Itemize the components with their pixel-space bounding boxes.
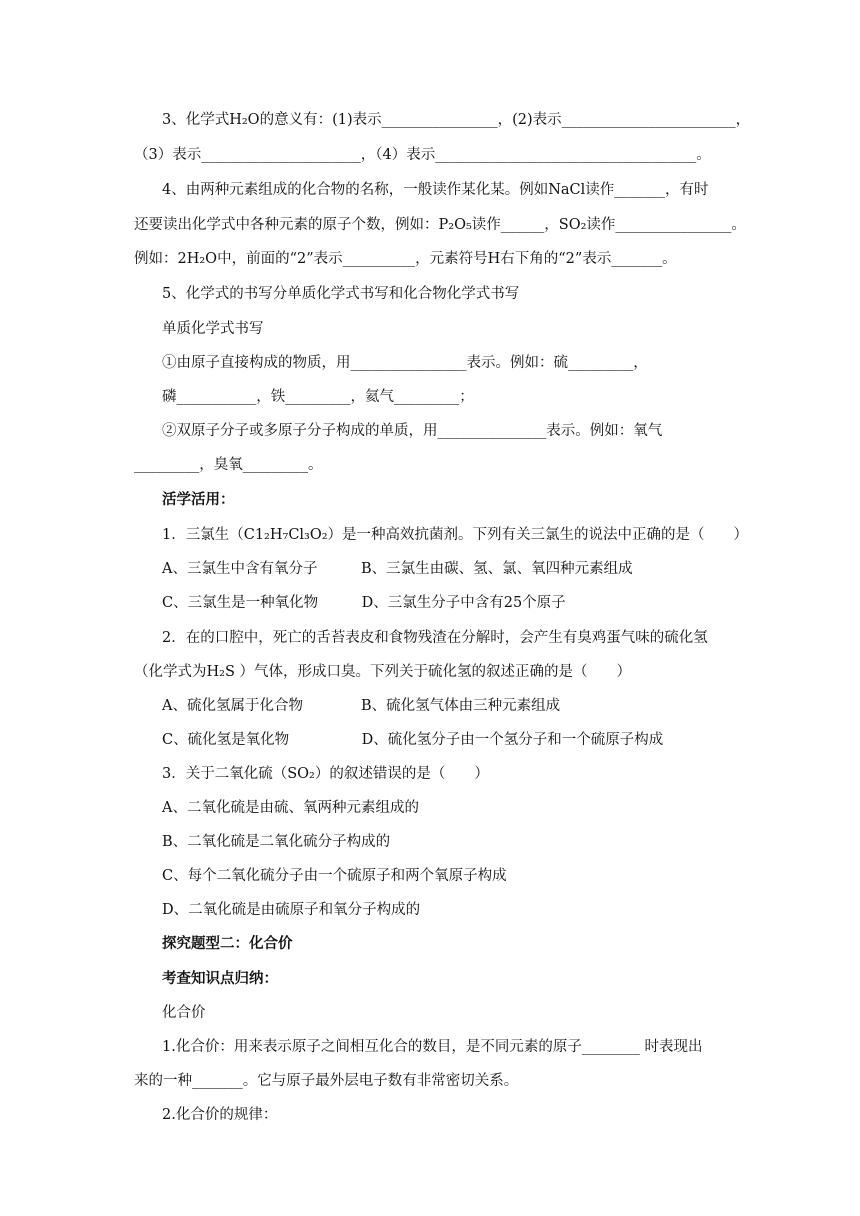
- question-2-options-cd: C、硫化氢是氧化物 D、硫化氢分子由一个氢分子和一个硫原子构成: [162, 732, 664, 748]
- knowledge-summary-heading: 考查知识点归纳：: [162, 970, 278, 987]
- question-3-option-d: D、二氧化硫是由硫原子和氧分子构成的: [162, 902, 421, 918]
- valence-definition-line2: 来的一种_______。它与原子最外层电子数有非常密切关系。: [134, 1073, 519, 1089]
- element-formula-heading: 单质化学式书写: [162, 321, 264, 337]
- question-1-stem: 1．三氯生（C1₂H₇Cl₃O₂）是一种高效抗菌剂。下列有关三氯生的说法中正确的是（ ）: [162, 527, 749, 543]
- valence-subheading: 化合价: [162, 1005, 206, 1021]
- question-3-option-b: B、二氧化硫是二氧化硫分子构成的: [162, 834, 391, 850]
- q3-meaning-line2: （3）表示______________________，（4）表示____________________________________。: [134, 147, 711, 163]
- atom-substance-line2: 磷___________，铁_________，氦气_________；: [162, 389, 474, 405]
- question-3-stem: 3．关于二氧化硫（SO₂）的叙述错误的是（ ）: [162, 766, 489, 782]
- question-3-option-c: C、每个二氧化硫分子由一个硫原子和两个氧原子构成: [162, 868, 507, 884]
- question-3-option-a: A、二氧化硫是由硫、氧两种元素组成的: [162, 800, 419, 816]
- practice-heading: 活学活用：: [162, 491, 235, 508]
- molecule-substance-line2: _________，臭氧_________。: [134, 457, 323, 473]
- molecule-substance-line1: ②双原子分子或多原子分子构成的单质，用_______________表示。例如：氧气: [162, 423, 663, 439]
- q4-naming-line3: 例如：2H₂O中，前面的“2”表示__________，元素符号H右下角的“2”表示_______。: [134, 251, 677, 267]
- question-2-stem-line2: （化学式为H₂S ）气体，形成口臭。下列关于硫化氢的叙述正确的是（ ）: [134, 664, 631, 680]
- q4-naming-line2: 还要读出化学式中各种元素的原子个数，例如：P₂O₅读作______，SO₂读作________________。: [134, 217, 746, 233]
- question-2-stem-line1: 2．在的口腔中，死亡的舌苔表皮和食物残渣在分解时，会产生有臭鸡蛋气味的硫化氢: [162, 630, 708, 646]
- valence-definition-line1: 1.化合价：用来表示原子之间相互化合的数目，是不同元素的原子________ 时表现出: [162, 1039, 703, 1055]
- question-1-options-cd: C、三氯生是一种氧化物 D、三氯生分子中含有25个原子: [162, 595, 566, 611]
- q3-meaning-line1: 3、化学式H₂O的意义有：(1)表示________________，(2)表示________________________，: [162, 112, 751, 128]
- question-1-options-ab: A、三氯生中含有氧分子 B、三氯生由碳、氢、氯、氧四种元素组成: [162, 561, 633, 577]
- section-valence-heading: 探究题型二：化合价: [162, 935, 293, 952]
- q5-formula-writing: 5、化学式的书写分单质化学式书写和化合物化学式书写: [162, 286, 520, 302]
- valence-rules-heading: 2.化合价的规律：: [162, 1107, 278, 1123]
- question-2-options-ab: A、硫化氢属于化合物 B、硫化氢气体由三种元素组成: [162, 698, 561, 714]
- q4-naming-line1: 4、由两种元素组成的化合物的名称，一般读作某化某。例如NaCl读作_______，有时: [162, 182, 709, 198]
- atom-substance-line1: ①由原子直接构成的物质，用________________表示。例如：硫_________，: [162, 355, 648, 371]
